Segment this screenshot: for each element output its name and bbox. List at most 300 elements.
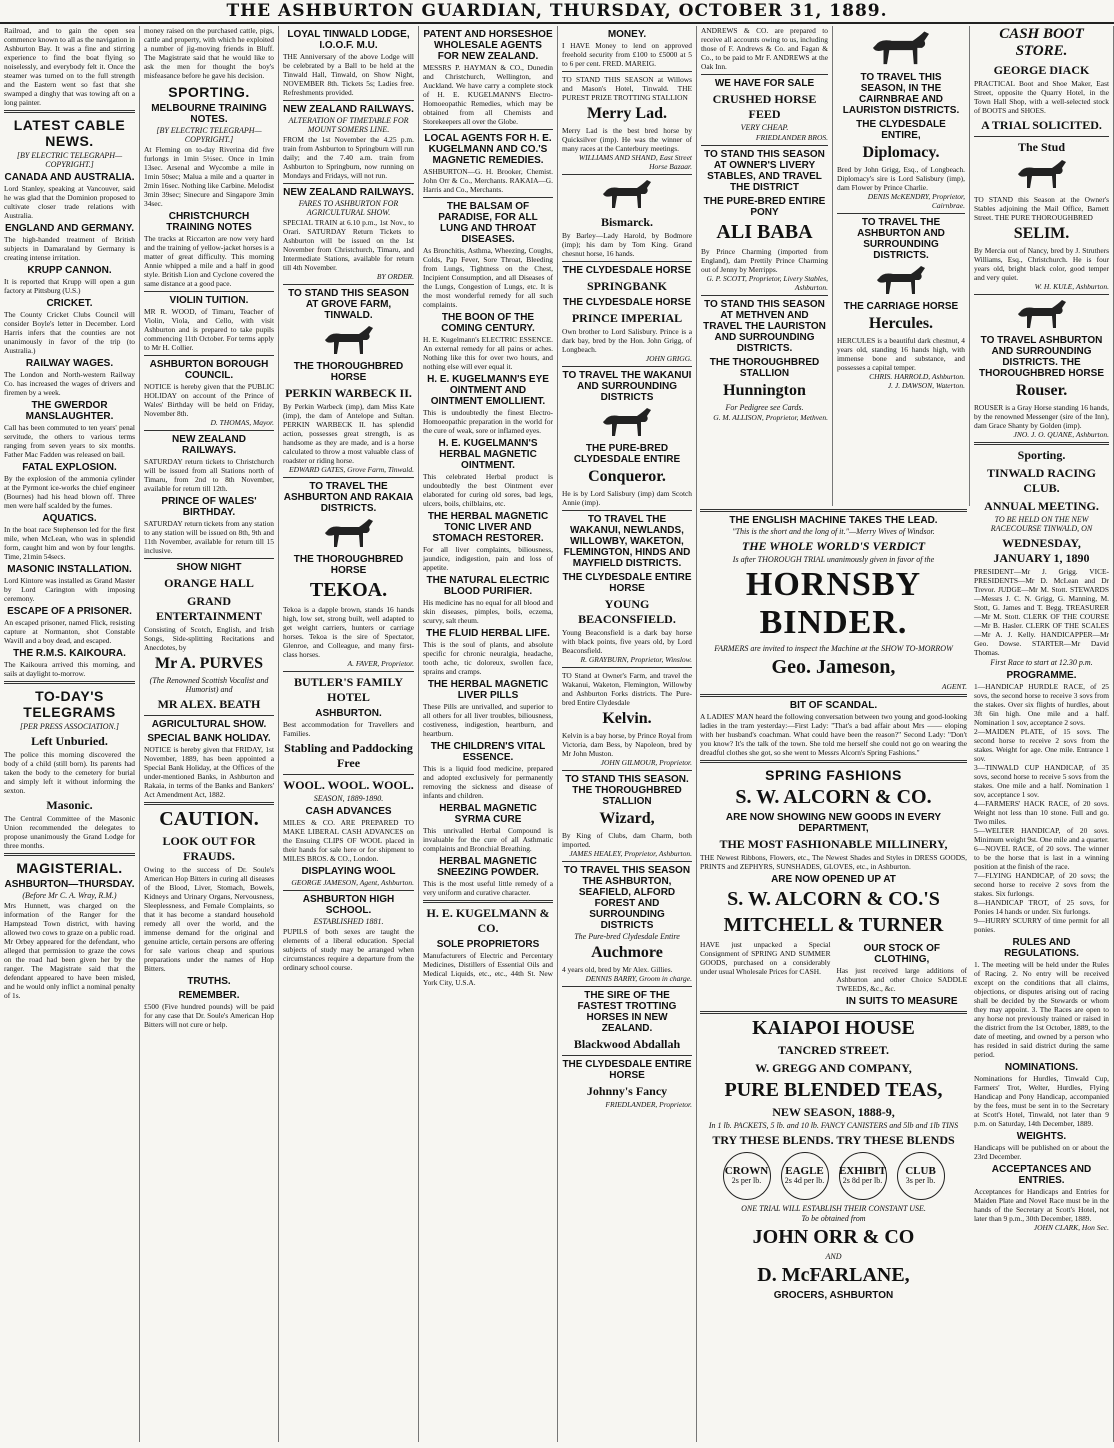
ad-text: SPECIAL TRAIN at 6.10 p.m., 1st Nov., to Orari. SATURDAY Return Tickets to Ashburton will be issued on the 1st November from Christchurch, Timaru, and Intermediate Stations, available for return till 4th November. bbox=[283, 218, 414, 272]
tea-blend-eagle bbox=[781, 1152, 829, 1200]
subheading: AND bbox=[825, 1252, 842, 1261]
section-heading: Sporting. bbox=[1017, 448, 1066, 462]
ad-text: ASHBURTON—G. H. Brooker, Chemist. John Orr & Co., Merchants. RAKAIA—G. Harris and Co., Merchants. bbox=[423, 167, 553, 194]
divider bbox=[562, 770, 692, 771]
article-text: The Central Committee of the Masonic Union recommended the delegates to propose unanimously the Grand Lodge for three months. bbox=[4, 814, 135, 850]
ad-text: £500 (Five hundred pounds) will be paid for any case that Dr. Soule's American Hop Bitters will not cure or help. bbox=[144, 1002, 274, 1029]
subheading: SEASON, 1889-1890. bbox=[313, 794, 384, 803]
divider bbox=[700, 760, 967, 763]
ad-heading: HERBAL MAGNETIC SYRMA CURE bbox=[439, 803, 537, 825]
column-6 bbox=[697, 26, 833, 506]
divider bbox=[144, 558, 274, 559]
ad-heading: THE HERBAL MAGNETIC TONIC LIVER AND STOMACH RESTORER. bbox=[427, 511, 549, 544]
ad-heading: THE BOON OF THE COMING CENTURY. bbox=[441, 312, 535, 334]
section-heading: SPORTING. bbox=[168, 84, 250, 100]
ad-heading: S. W. ALCORN & CO. bbox=[735, 786, 932, 808]
ad-text: HERCULES is a beautiful dark chestnut, 4 years old, standing 16 hands high, with immense bone and substance, and possesses a capital temper. bbox=[837, 336, 965, 372]
article-text: The high-handed treatment of British subjects in Damaraland by Germany is creating intense irritation. bbox=[4, 235, 135, 262]
ad-text: TO STAND THIS SEASON at Willows and Mason's Hotel, Tinwald. THE PUREST PRIZE TROTTING STALLION bbox=[562, 75, 692, 102]
ad-heading: TANCRED STREET. bbox=[778, 1043, 889, 1057]
ad-heading: Stabling and Paddocking Free bbox=[284, 741, 413, 770]
ad-text: I HAVE Money to lend on approved freehold security from £100 to £5000 at 5 to 6 per cent. FRED. MAREIG. bbox=[562, 41, 692, 68]
ad-heading: H. E. KUGELMANN'S HERBAL MAGNETIC OINTMENT. bbox=[438, 438, 538, 471]
horse-illustration bbox=[319, 324, 379, 358]
signature: J. J. DAWSON, Waterton. bbox=[887, 381, 965, 390]
ad-heading: SELIM. bbox=[1013, 225, 1070, 242]
ad-heading: THE WHOLE WORLD'S VERDICT bbox=[741, 539, 926, 553]
signature: AGENT. bbox=[941, 682, 967, 691]
headline: RAILWAY WAGES. bbox=[25, 358, 114, 369]
ad-heading: WEDNESDAY, JANUARY 1, 1890 bbox=[993, 536, 1090, 565]
ad-heading: HORNSBY BINDER. bbox=[745, 566, 922, 641]
ad-heading: SPRING FASHIONS bbox=[765, 767, 902, 783]
ad-heading: THE CHILDREN'S VITAL ESSENCE. bbox=[430, 741, 546, 763]
ad-heading: CAUTION. bbox=[159, 808, 259, 830]
ad-text: This is the most useful little remedy of a very uniform and curative character. bbox=[423, 879, 553, 897]
divider bbox=[4, 853, 135, 856]
signature: EDWARD GATES, Grove Farm, Tinwald. bbox=[289, 465, 414, 474]
section-heading: TO-DAY'S TELEGRAMS bbox=[23, 688, 116, 720]
horse-illustration bbox=[1012, 158, 1072, 192]
ad-heading: Blackwood Abdallah bbox=[573, 1037, 681, 1051]
divider bbox=[144, 430, 274, 431]
tea-blend-club bbox=[897, 1152, 945, 1200]
divider bbox=[700, 694, 967, 697]
signature: GEORGE JAMESON, Agent, Ashburton. bbox=[291, 878, 414, 887]
section-heading: LATEST CABLE NEWS. bbox=[13, 117, 126, 149]
headline: Left Unburied. bbox=[31, 734, 108, 748]
ad-text: SATURDAY return tickets from any station to any station will be issued on 8th, 9th and 11th November, available for return till 15 inclusive. bbox=[144, 519, 274, 555]
blend-name: EAGLE bbox=[785, 1165, 824, 1177]
subheading: For Pedigree see Cards. bbox=[725, 403, 804, 412]
article-text: Mrs Hunnett, was charged on the information of the Ranger for the Hampstead Town district, with having allowed two cows to graze on a public road. Mr Orbey appeared for the defendant, who alleged that permission to graze the cows on the road had been given her by the ranger. The Magistrate said that the defendant appeared to have been misled, and he would only inflict a nominal penalty of 1s. bbox=[4, 901, 135, 1000]
ad-text: THE Anniversary of the above Lodge will be celebrated by a Ball to be held at the Tinwald Hall, Tinwald, on Show Night, NOVEMBER 8th. Tickets 5s; Ladies free. Refreshments provided. bbox=[283, 52, 414, 97]
ad-heading: BUTLER'S FAMILY HOTEL bbox=[293, 675, 404, 704]
blend-name: CROWN bbox=[724, 1165, 769, 1177]
ad-heading: ORANGE HALL bbox=[164, 576, 254, 590]
ad-heading: Conqueror. bbox=[588, 468, 666, 485]
ad-heading: THE SIRE OF THE FASTEST TROTTING HORSES IN NEW ZEALAND. bbox=[577, 990, 677, 1034]
subheading: SOLE PROPRIETORS bbox=[436, 939, 540, 950]
ad-heading: ASHBURTON BOROUGH COUNCIL. bbox=[149, 359, 269, 381]
signature: JOHN GILMOUR, Proprietor. bbox=[600, 758, 692, 767]
ad-heading: MONEY. bbox=[607, 29, 647, 40]
divider bbox=[283, 774, 414, 775]
divider bbox=[144, 291, 274, 292]
article-text: The police this morning discovered the body of a child (still born). Its parents had taken the body to the cemetery for burial and simply left it without informing the sexton. bbox=[4, 750, 135, 795]
ad-heading: THE NATURAL ELECTRIC BLOOD PURIFIER. bbox=[426, 575, 550, 597]
ad-text: NOTICE is hereby given that FRIDAY, 1st November, 1889, has been appointed a Special Bank Holiday, at the Offices of the under-mentioned Banks, in Ashburton and Rakaia, in terms of the Banks and Bankers' Act Amendment Act, 1882. bbox=[144, 745, 274, 799]
subheading: THE CLYDESDALE HORSE bbox=[563, 265, 691, 276]
ad-text: PUPILS of both sexes are taught the elements of a liberal education. Special subjects of study may be arranged when circumstances require a departure from the ordinary school course. bbox=[283, 927, 414, 972]
ad-heading: Hunnington bbox=[723, 382, 806, 399]
subheading: FARMERS are invited to inspect the Machine at the SHOW TO-MORROW bbox=[714, 644, 953, 653]
signature: W. H. KULE, Ashburton. bbox=[1034, 282, 1109, 291]
headline: MELBOURNE TRAINING NOTES. bbox=[151, 103, 267, 125]
ad-text: Handicaps will be published on or about the 23rd December. bbox=[974, 1143, 1109, 1161]
ad-heading: TRY THESE BLENDS. TRY THESE BLENDS bbox=[712, 1133, 955, 1147]
ad-heading: SPECIAL BANK HOLIDAY. bbox=[147, 733, 271, 744]
signature: BY ORDER. bbox=[376, 272, 414, 281]
ad-heading: TO STAND THIS SEASON AT METHVEN AND TRAVEL THE LAURISTON AND SURROUNDING DISTRICTS. bbox=[703, 299, 826, 354]
ad-heading: CASH BOOT STORE. bbox=[999, 26, 1084, 59]
subheading: Is after THOROUGH TRIAL unanimously given in favor of the bbox=[732, 555, 935, 564]
subheading: THE CLYDESDALE ENTIRE, bbox=[856, 119, 946, 141]
ad-text: HAVE just unpacked a Special Consignment of SPRING AND SUMMER GOODS, purchased on a considerably under usual Wholesale Prices for CASH. bbox=[700, 940, 831, 976]
ad-text: MR R. WOOD, of Timaru, Teacher of Violin, Viola, and Cello, with visit Ashburton and is prepared to take pupils commencing 11th October. For terms apply to Mr H. Collier. bbox=[144, 307, 274, 352]
divider bbox=[701, 295, 828, 296]
ad-heading: Bismarck. bbox=[600, 215, 654, 229]
headline: CHRISTCHURCH TRAINING NOTES bbox=[166, 211, 252, 233]
tea-blend-exhibit bbox=[839, 1152, 887, 1200]
signature: JOHN CLARK, Hon Sec. bbox=[1033, 1223, 1109, 1232]
ad-text: As Bronchitis, Asthma, Wheezing, Coughs, Colds, Pap Fever, Sore Throat, Bleeding from Lungs, Tightness on the Chest, Incipient Consumption, and all Diseases of the Lungs, Congestion of Lungs, etc. It is the most wonderful remedy for all such complaints. bbox=[423, 246, 553, 309]
subheading: THE CLYDESDALE ENTIRE HORSE bbox=[562, 1059, 692, 1081]
ad-text: Young Beaconsfield is a dark bay horse with black points, five years old, by Lord Beaconsfield. bbox=[562, 628, 692, 655]
ad-heading: TO STAND THIS SEASON AT GROVE FARM, TINWALD. bbox=[288, 288, 409, 321]
divider bbox=[562, 510, 692, 511]
subheading: ARE NOW OPENED UP AT bbox=[771, 874, 896, 885]
ad-text: Owing to the success of Dr. Soule's American Hop Bitters in curing all diseases of the Blood, Liver, Stomach, Bowels, Kidneys and Urinary Organs, Nervousness, Sleeplessness, and Female Complaints, so that it has become a standard household remedy all over the world, and the immense demand for the original and genuine article, certain persons are offering for sale various cheap and spurious preparations under the names of Hop Bitters. bbox=[144, 865, 274, 973]
ad-heading: WEIGHTS. bbox=[1016, 1131, 1067, 1142]
ad-heading: OUR STOCK OF CLOTHING, bbox=[863, 943, 940, 965]
divider bbox=[144, 715, 274, 716]
divider bbox=[562, 861, 692, 862]
subheading: In 1 lb. PACKETS, 5 lb. and 10 lb. FANCY CANISTERS and 5lb and 1lb TINS bbox=[708, 1121, 959, 1130]
article-text: Call has been commuted to ten years' penal servitude, the others to various terms ranging from seven years to six months. Father Mac Fadden was released on bail. bbox=[4, 423, 135, 459]
ad-heading: HERBAL MAGNETIC SNEEZING POWDER. bbox=[437, 856, 539, 878]
ad-text: TO STAND this Season at the Owner's Stables adjoining the Mail Office, Barnett Street. THE PURE THOROUGHBRED bbox=[974, 195, 1109, 222]
divider bbox=[700, 1011, 967, 1014]
ad-heading: PATENT AND HORSESHOE WHOLESALE AGENTS FOR NEW ZEALAND. bbox=[423, 29, 553, 62]
ad-text: Manufacturers of Electric and Percentary Medicines, Distillers of Essential Oils and Medical Liquids, etc., etc., 44th St. New York City, U.S.A. bbox=[423, 951, 553, 987]
article-text: In the boat race Stephenson led for the first mile, when McLean, who was in splendid form, caught him and won by four lengths. Time, 21min 54secs. bbox=[4, 525, 135, 561]
ad-text: His medicine has no equal for all blood and skin diseases, pimples, boils, eczema, scurvy, salt rheum. bbox=[423, 598, 553, 625]
ad-heading: ASHBURTON HIGH SCHOOL. bbox=[302, 894, 395, 916]
ad-heading: JOHN ORR & CO bbox=[752, 1226, 915, 1248]
ad-heading: TO TRAVEL THIS SEASON, IN THE CAIRNBRAE AND LAURISTON DISTRICTS. bbox=[842, 72, 960, 116]
signature: JNO. J. O. QUANE, Ashburton. bbox=[1013, 430, 1109, 439]
article-text: Lord Stanley, speaking at Vancouver, said he was glad that the Dominion proposed to cultivate closer trade relations with Australia. bbox=[4, 184, 135, 220]
section-heading: The Stud bbox=[1017, 140, 1066, 154]
divider bbox=[562, 174, 692, 175]
ad-text: Tekoa is a dapple brown, stands 16 hands high, low set, strong built, well adapted to get weight carriers, hunters or carriage horses. Tekoa is the sire of Spectator, Glenroe, and Colleague, and many first-class horses. bbox=[283, 605, 414, 659]
ad-heading: NEW ZEALAND RAILWAYS. bbox=[172, 434, 246, 456]
ad-heading: GEORGE DIACK bbox=[993, 63, 1090, 77]
ad-text: MILES & CO. ARE PREPARED TO MAKE LIBERAL CASH ADVANCES on the Ensuing CLIPS OF WOOL placed in their hands for sale here or for shipment to MILES BROS. & CO., London. bbox=[283, 818, 414, 863]
ad-heading: TEKOA. bbox=[309, 579, 388, 601]
divider bbox=[562, 1055, 692, 1056]
signature: JAMES HEALEY, Proprietor, Ashburton. bbox=[569, 849, 692, 858]
ad-heading: THE FLUID HERBAL LIFE. bbox=[426, 628, 550, 639]
ad-text: MESSRS P. HAYMAN & CO., Dunedin and Christchurch, Wellington, and Auckland. We have carry a complete stock of H. E. KUGELMANN'S Electro-Homoeopathic Remedies, which may be obtained from all Chemists and Storekeepers all over the Globe. bbox=[423, 63, 553, 126]
ad-text: Bred by John Grigg, Esq., of Longbeach. Diplomacy's sire is Lord Salisbury (imp), dam Flower by Prince Charlie. bbox=[837, 165, 965, 192]
signature: A. FAVER, Proprietor. bbox=[347, 659, 414, 668]
signature: R. GRAYBURN, Proprietor, Winslow. bbox=[580, 655, 692, 664]
ad-heading: NEW ZEALAND RAILWAYS. bbox=[283, 187, 414, 198]
column-8 bbox=[970, 26, 1114, 1442]
divider bbox=[283, 100, 414, 101]
divider bbox=[4, 681, 135, 684]
subheading: To be obtained from bbox=[801, 1214, 866, 1223]
ad-heading: TO TRAVEL THIS SEASON THE ASHBURTON, SEAFIELD, ALFORD FOREST AND SURROUNDING DISTRICTS bbox=[563, 865, 691, 931]
ad-heading: KAIAPOI HOUSE bbox=[752, 1017, 915, 1039]
subheading: VERY CHEAP. bbox=[740, 123, 789, 132]
tea-blend-crown bbox=[723, 1152, 771, 1200]
subheading: THE PURE-BRED CLYDESDALE ENTIRE bbox=[573, 443, 681, 465]
article-text: By the explosion of the ammonia cylinder at the Pyrmont ice-works the chief engineer (Bournes) had his head blown off. Three men were half scalded by the fumes. bbox=[4, 474, 135, 510]
ad-heading: TO TRAVEL ASHBURTON AND SURROUNDING DISTRICTS. THE THOROUGHBRED HORSE bbox=[978, 335, 1104, 379]
divider bbox=[423, 900, 553, 903]
divider bbox=[562, 667, 692, 668]
ad-heading: D. McFARLANE, bbox=[757, 1264, 910, 1286]
ad-text: H. E. Kugelmann's ELECTRIC ESSENCE. An external remedy for all pains or aches. Nothing like this for over two hours, and nothing else will ever equal it. bbox=[423, 335, 553, 371]
ad-text: 1—HANDICAP HURDLE RACE, of 25 sovs, the second horse to receive 3 sovs from the stakes. Over six flights of hurdles, about 3ft 6in high. One mile and a half. Nomination 1 sov, acceptance 2 sovs. 2—MAIDEN PLATE, of 15 sovs. The second horse to receive 2 sovs from the stakes. Weight for age. One mile. Entrance 1 sov. 3—TINWALD CUP HANDICAP, of 35 sovs, second horse to receive 5 sovs from the stakes. One mile and a half. Nomination 1 sov, acceptance 1 sov. 4—FARMERS' HACK RACE, of 20 sovs. Weight not less than 10 stone. Full and go. Two miles. 5—WELTER HANDICAP, of 20 sovs. Minimum weight 9st. One mile and a quarter. 6—NOVEL RACE, of 20 sovs. The winner to be the horse that is last in a winning position at the finish of the race. 7—FLYING HANDICAP, of 20 sovs; the second horse to receive 2 sovs from the stakes. Six furlongs. 8—HANDICAP TROT, of 25 sovs, for Ponies 14 hands or under. Six furlongs. 9—HURRY SCURRY of time permit for all ponies. bbox=[974, 682, 1109, 934]
divider bbox=[837, 213, 965, 214]
ad-text: For all liver complaints, biliousness, jaundice, indigestion, pain and loss of appetite. bbox=[423, 545, 553, 572]
divider bbox=[562, 366, 692, 367]
blend-price: 2s 8d per lb. bbox=[842, 1176, 883, 1185]
subheading: [BY ELECTRIC TELEGRAPH—COPYRIGHT.] bbox=[16, 151, 123, 169]
ad-heading: Rouser. bbox=[1015, 382, 1068, 399]
divider bbox=[283, 890, 414, 891]
ad-text: By Barley—Lady Harold, by Bodmore (imp); his dam by Tom King. Grand chesnut horse, 16 hands. bbox=[562, 231, 692, 258]
divider bbox=[423, 129, 553, 130]
two-column-ad bbox=[700, 940, 967, 1008]
subheading: (The Renowned Scottish Vocalist and Humorist) and bbox=[149, 676, 269, 694]
divider bbox=[562, 261, 692, 262]
ad-heading: PROGRAMME. bbox=[1006, 670, 1077, 681]
signature: CHRIS. HARROLD, Ashburton. bbox=[869, 372, 965, 381]
ad-heading: Auchmore bbox=[591, 944, 663, 961]
signature: G. P. SCOTT, Proprietor, Livery Stables, Ashburton. bbox=[706, 274, 828, 292]
column-3 bbox=[279, 26, 419, 1442]
horse-illustration bbox=[866, 29, 936, 69]
ad-text: Nominations for Hurdles, Tinwald Cup, Farmers' Trot, Welter, Hurdles, Flying Handicap and Pony Handicap, accompanied by the fees, must be sent in to the Secretary at Scott's Hotel, Tinwald, not later than 9 p.m. on Saturday, 14th December, 1889. bbox=[974, 1074, 1109, 1128]
signature: JOHN GRIGG. bbox=[645, 354, 692, 363]
ad-heading: ACCEPTANCES AND ENTRIES. bbox=[991, 1164, 1092, 1186]
signature: DENIS McKENDRY, Proprietor, Cairnbrae. bbox=[867, 192, 965, 210]
ad-heading: BIT OF SCANDAL. bbox=[789, 700, 878, 711]
subheading: "This is the short and the long of it."—Merry Wives of Windsor. bbox=[732, 527, 935, 536]
divider bbox=[4, 110, 135, 113]
ad-heading: REMEMBER. bbox=[178, 990, 240, 1001]
divider bbox=[701, 74, 828, 75]
headline: ESCAPE OF A PRISONER. bbox=[7, 606, 132, 617]
divider bbox=[974, 442, 1109, 445]
ad-heading: WOOL. WOOL. WOOL. bbox=[283, 778, 414, 792]
headline: KRUPP CANNON. bbox=[27, 265, 112, 276]
ad-text: By Perkin Warbeck (imp), dam Miss Kate (imp), the dam of Antelope and Sultan. PERKIN WARBECK II. has splendid action, possesses great strength, is as handsome as they are made, and is a horse calculated to throw a most valuable class of roadster or riding horse. bbox=[283, 402, 414, 465]
ad-heading: YOUNG BEACONSFIELD. bbox=[578, 597, 676, 626]
ad-heading: W. GREGG AND COMPANY, bbox=[755, 1061, 912, 1075]
headline: CRICKET. bbox=[46, 298, 93, 309]
ad-heading: THE MOST FASHIONABLE MILLINERY, bbox=[719, 837, 948, 851]
ad-text: By King of Clubs, dam Charm, both imported. bbox=[562, 831, 692, 849]
ad-heading: PRINCE IMPERIAL bbox=[571, 311, 683, 325]
ad-heading: TO STAND THIS SEASON. THE THOROUGHBRED STALLION bbox=[565, 774, 689, 807]
ad-heading: LOOK OUT FOR FRAUDS. bbox=[162, 834, 256, 863]
divider bbox=[283, 183, 414, 184]
divider bbox=[283, 284, 414, 285]
ad-text: PRACTICAL Boot and Shoe Maker, East Street, opposite the Quarry Hotel, in the Town Hall Shop, with a well-selected stock of BOOTS and SHOES. bbox=[974, 79, 1109, 115]
signature: DENNIS BARRY, Groom in charge. bbox=[585, 974, 692, 983]
column-4 bbox=[419, 26, 558, 1442]
divider bbox=[562, 986, 692, 987]
ad-heading: WE HAVE FOR SALE bbox=[714, 78, 815, 89]
ad-text: This unrivalled Herbal Compound is invaluable for the cure of all Asthmatic complaints and Bronchial Breathing. bbox=[423, 826, 553, 853]
divider bbox=[700, 509, 967, 512]
subheading: ASHBURTON. bbox=[315, 708, 382, 719]
ad-heading: IN SUITS TO MEASURE bbox=[846, 996, 958, 1007]
ad-heading: AGRICULTURAL SHOW. bbox=[151, 719, 267, 730]
ad-text: Kelvin is a bay horse, by Prince Royal from Victoria, dam Bess, by Napoleon, bred by Mr John Muston. bbox=[562, 731, 692, 758]
ad-text: These Pills are unrivalled, and superior to all others for all liver troubles, biliousness, costiveness, indigestion, heartburn, and heartburn. bbox=[423, 702, 553, 738]
ad-heading: NEW SEASON, 1888-9, bbox=[772, 1105, 895, 1119]
ad-heading: TRUTHS. bbox=[187, 976, 231, 987]
subheading: THE THOROUGHBRED STALLION bbox=[709, 357, 820, 379]
ad-heading: Mr A. PURVES bbox=[154, 655, 264, 672]
headline: FATAL EXPLOSION. bbox=[22, 462, 117, 473]
ad-text: Consisting of Scotch, English, and Irish Songs, Side-splitting Recitations and Anecdotes, by bbox=[144, 625, 274, 652]
ad-heading: Geo. Jameson, bbox=[771, 656, 896, 678]
ad-heading: PERKIN WARBECK II. bbox=[285, 386, 412, 400]
subheading: ASHBURTON—THURSDAY. bbox=[4, 879, 135, 890]
subheading: TO BE HELD ON THE NEW RACECOURSE TINWALD, ON bbox=[990, 515, 1093, 533]
ad-heading: MITCHELL & TURNER bbox=[723, 914, 944, 936]
ad-heading: Wizard, bbox=[599, 810, 655, 827]
ad-text: THE Newest Ribbons, Flowers, etc., The Newest Shades and Styles in DRESS GOODS, PRINTS and ZEPHYRS, SUNSHADES, GLOVES, etc., in Ashburton. bbox=[700, 853, 967, 871]
horse-illustration bbox=[597, 406, 657, 440]
blend-name: CLUB bbox=[905, 1165, 936, 1177]
masthead-title: THE ASHBURTON GUARDIAN, THURSDAY, OCTOBER 31, 1889. bbox=[226, 1, 888, 21]
headline: THE R.M.S. KAIKOURA. bbox=[13, 648, 126, 659]
ad-text: 4 years old, bred by Mr Alex. Gillies. bbox=[562, 965, 673, 974]
ad-heading: SPRINGBANK bbox=[586, 279, 667, 293]
ad-heading: MR ALEX. BEATH bbox=[157, 697, 261, 711]
article-text: The tracks at Riccarton are now very hard and the training of yellow-jacket horses is a matter of great difficulty. This morning Annie whipped a mile and a half in good style. British Lion and Cyclone covered the same distance at a good pace. bbox=[144, 234, 274, 288]
article-text: money raised on the purchased cattle, pigs, cattle and property, with which he exploited a number of jig-moving friends in Bluff. The Magistrate said that he would like to ask the men for thought the boy's misfeasance before he gave his decision. bbox=[144, 26, 274, 80]
subheading: THE CARRIAGE HORSE bbox=[843, 301, 959, 312]
headline: CANADA AND AUSTRALIA. bbox=[4, 172, 135, 183]
ad-text: Own brother to Lord Salisbury. Prince is a dark bay, bred by the Hon. John Grigg, of Longbeach. bbox=[562, 327, 692, 354]
article-text: At Fleming on to-day Riverina did five furlongs in 1min 5½sec. Once in 1min 13sec. Arsenal and Wycombe a mile in 1min 50sec; Malua a mile and a quarter in 2min 16sec. Nothing like Carbine. Melodist 3min 39sec; Sinecure and Singapore 3min 34sec. bbox=[144, 145, 274, 208]
horse-illustration bbox=[871, 264, 931, 298]
article-text: An escaped prisoner, named Flick, resisting capture at Normanton, shot Constable Wavill and a boy dead, and escaped. bbox=[4, 618, 135, 645]
article-text: Railroad, and to gain the open sea commence known to all as the navigation in Ashburton Bay. It was a fine and stirring experience to find the boat flying so noiselessly, and everybody felt it. Once the steamer was turned on to the full strength and the Eastern went so fast that she swamped a dinghy that was towing aft on a long painter. bbox=[4, 26, 135, 107]
ad-heading: CASH ADVANCES bbox=[305, 806, 392, 817]
ad-heading: TO TRAVEL THE ASHBURTON AND SURROUNDING DISTRICTS. bbox=[857, 217, 945, 261]
signature: FRIEDLANDER, Proprietor. bbox=[605, 1100, 692, 1109]
tea-blends bbox=[700, 1152, 967, 1200]
ad-heading: DISPLAYING WOOL bbox=[301, 866, 396, 877]
subheading: The Pure-bred Clydesdale Entire bbox=[574, 932, 680, 941]
signature: G. M. ALLISON, Proprietor, Methven. bbox=[713, 413, 828, 422]
ad-text: This is undoubtedly the finest Electro-Homoeopathic preparation in the world for the cure of weak, sore or inflamed eyes. bbox=[423, 408, 553, 435]
column-2 bbox=[140, 26, 279, 1442]
signature: D. THOMAS, Mayor. bbox=[210, 418, 274, 427]
ad-heading: A TRIAL SOLICITED. bbox=[981, 118, 1102, 132]
ad-heading: NOMINATIONS. bbox=[1004, 1062, 1079, 1073]
subheading: ESTABLISHED 1881. bbox=[313, 917, 384, 926]
ad-text: This is the soul of plants, and absolute specific for chronic neuralgia, headache, tooth ache, tic doloreux, swollen face, sprains and cramps. bbox=[423, 640, 553, 676]
subheading: ONE TRIAL WILL ESTABLISH THEIR CONSTANT USE. bbox=[741, 1204, 926, 1213]
ad-heading: PURE BLENDED TEAS, bbox=[724, 1079, 943, 1101]
article-text: The London and North-western Railway Co. has increased the wages of drivers and firemen by a week. bbox=[4, 370, 135, 397]
ad-heading: GRAND ENTERTAINMENT bbox=[155, 594, 263, 623]
ad-text: Best accommodation for Travellers and Families. bbox=[283, 720, 414, 738]
ad-text: SATURDAY return tickets to Christchurch will be issued from all Stations north of Timaru, from 2nd to 8th November, available for return till 12th. bbox=[144, 457, 274, 493]
ad-heading: TINWALD RACING CLUB. bbox=[986, 466, 1096, 495]
ad-heading: PRINCE OF WALES' BIRTHDAY. bbox=[161, 496, 257, 518]
signature: FRIEDLANDER BROS. bbox=[755, 133, 828, 142]
subheading: THE THOROUGHBRED HORSE bbox=[293, 554, 404, 576]
ad-text: TO Stand at Owner's Farm, and travel the Wakanui, Waketon, Flemington, Willowby and Ashburton Forks districts. The Pure-bred Entire Clydesdale bbox=[562, 671, 692, 707]
ad-text: Has just received large additions of Ashburton and other Choice SADDLE TWEEDS, &c., &c. bbox=[836, 966, 967, 993]
ad-heading: RULES AND REGULATIONS. bbox=[1004, 937, 1079, 959]
ad-heading: TO STAND THIS SEASON AT OWNER'S LIVERY STABLES, AND TRAVEL THE DISTRICT bbox=[704, 149, 825, 193]
signature: WILLIAMS AND SHAND, East Street Horse Bazaar. bbox=[578, 153, 692, 171]
ad-heading: S. W. ALCORN & CO.'S bbox=[727, 888, 940, 910]
article-text: Lord Kintore was installed as Grand Master by Lord Carington with imposing ceremony. bbox=[4, 576, 135, 603]
subheading: [BY ELECTRIC TELEGRAPH—COPYRIGHT.] bbox=[156, 126, 262, 144]
ad-heading: TO TRAVEL THE WAKANUI AND SURROUNDING DISTRICTS bbox=[562, 370, 692, 403]
headline: Masonic. bbox=[46, 798, 93, 812]
ad-text: By Mercia out of Nancy, bred by J. Struthers Williams, Esq., Christchurch. He is four years old, bright black color, good temper and very quiet. bbox=[974, 246, 1109, 282]
blend-price: 3s per lb. bbox=[905, 1176, 936, 1185]
divider bbox=[144, 355, 274, 356]
divider bbox=[283, 477, 414, 478]
article-text: It is reported that Krupp will open a gun factory at Pittsburg (U.S.) bbox=[4, 277, 135, 295]
ad-text: This is a liquid food medicine, prepared and adopted exclusively for permanently removing the sickness and disease of infants and children. bbox=[423, 764, 553, 800]
ad-heading: THE BALSAM OF PARADISE, FOR ALL LUNG AND THROAT DISEASES. bbox=[438, 201, 538, 245]
subheading: THE CLYDESDALE HORSE bbox=[563, 297, 691, 308]
ad-heading: CRUSHED HORSE FEED bbox=[712, 92, 817, 121]
horse-illustration bbox=[597, 178, 657, 212]
headline: AQUATICS. bbox=[42, 513, 97, 524]
ad-heading: LOYAL TINWALD LODGE, I.O.O.F. M.U. bbox=[287, 29, 410, 51]
ad-heading: TO TRAVEL THE ASHBURTON AND RAKAIA DISTRICTS. bbox=[283, 481, 414, 514]
ad-heading: Merry Lad. bbox=[587, 105, 667, 122]
column-5 bbox=[558, 26, 697, 1442]
masthead bbox=[0, 0, 1114, 24]
divider bbox=[562, 71, 692, 72]
horse-illustration bbox=[1012, 298, 1072, 332]
ad-text: Acceptances for Handicaps and Entries for Maiden Plate and Novel Race must be in the hands of the Secretary at Scott's Hotel, not later than 9 p.m., 30th December, 1889. bbox=[974, 1187, 1109, 1223]
clothing-ad bbox=[837, 940, 968, 1008]
ad-heading: NEW ZEALAND RAILWAYS. bbox=[283, 104, 414, 115]
divider bbox=[974, 136, 1109, 137]
subheading: First Race to start at 12.30 p.m. bbox=[990, 658, 1093, 667]
ad-text: Merry Lad is the best bred horse by Quicksilver (imp). He was the winner of many races at the Canterbury meetings. bbox=[562, 126, 692, 153]
subheading: [PER PRESS ASSOCIATION.] bbox=[20, 722, 119, 731]
subheading: GROCERS, ASHBURTON bbox=[773, 1290, 894, 1301]
ad-heading: TO TRAVEL THE WAKANUI, NEWLANDS, WILLOWBY, WAKETON, FLEMINGTON, HINDS AND MAYFIELD DISTRICTS. bbox=[563, 514, 691, 569]
blend-name: EXHIBIT bbox=[838, 1165, 887, 1177]
ad-text: A LADIES' MAN heard the following conversation between two young and good-looking ladies in the tram yesterday:—First Lady: "That's a bad affair about Mrs —— eloping with her husband's coachman. What could have been the reason?" Second Lady: "Don't you know? It's the talk of the town. She told me herself she could not go on wearing the dreadful clothes she got, so she went to Messrs Alcorn's Spring Fashions." bbox=[700, 712, 967, 757]
ad-text: PRESIDENT—Mr J. Grigg. VICE-PRESIDENTS—Mr D. McLean and Dr Trevor. JUDGE—Mr M. Stott. STEWARDS—Messrs J. C. N. Grigg, G. Manning, M. Stott, G. James and T. Begg. TREASURER—Mr M. Stott. CLERK OF THE COURSE—Mr B. Hasler. CLERK OF THE SCALES—Mr A. J. Kelly. HANDICAPPER—Mr Geo. Dowse. STARTER—Mr David Thomas. bbox=[974, 567, 1109, 657]
ad-text: This celebrated Herbal product is undoubtedly the best Ointment ever elaborated for curing old sores, bad legs, ulcers, boils, chilblains, etc. bbox=[423, 472, 553, 508]
ad-heading: SHOW NIGHT bbox=[176, 562, 242, 573]
article-text: The County Cricket Clubs Council will consider Boyle's letter in December. Lord Harris infers that the counties are not unanimously in favor of the trip (to Australia.) bbox=[4, 310, 135, 355]
column-1 bbox=[0, 26, 140, 1442]
ad-heading: H. E. KUGELMANN'S EYE OINTMENT AND OINTMENT EMOLLIENT. bbox=[427, 374, 549, 407]
subheading: THE PURE-BRED ENTIRE PONY bbox=[703, 196, 826, 218]
ad-heading: THE ENGLISH MACHINE TAKES THE LEAD. bbox=[729, 515, 938, 526]
divider bbox=[423, 197, 553, 198]
section-heading: MAGISTERIAL. bbox=[16, 860, 123, 876]
blend-price: 2s per lb. bbox=[731, 1176, 762, 1185]
